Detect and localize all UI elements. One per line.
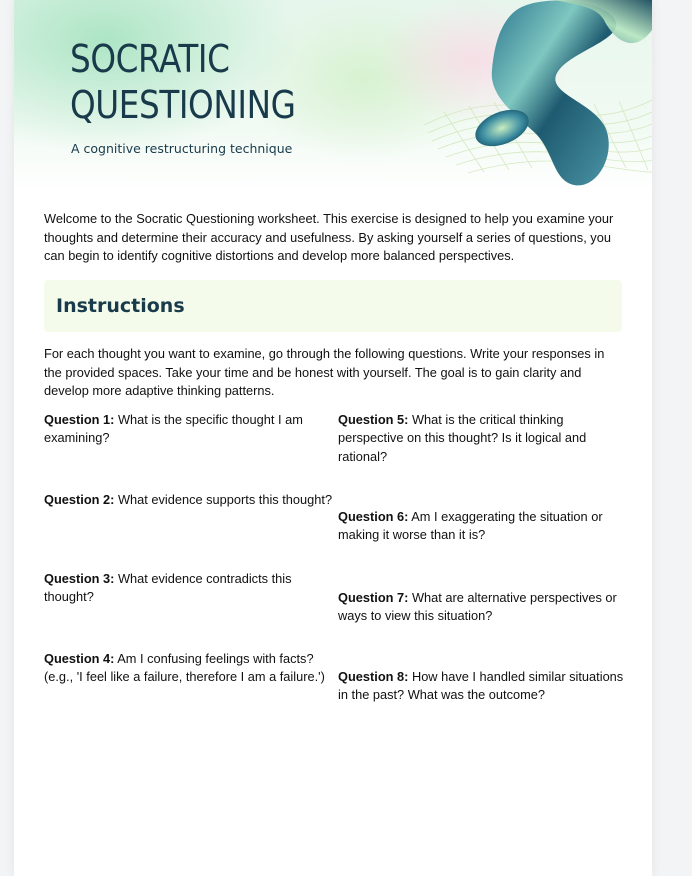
question-5 <box>338 411 630 466</box>
teal-ribbon-shape <box>492 1 617 186</box>
question-5-text: What is the critical thinking perspective on this thought? Is it logical and rational? <box>338 412 587 464</box>
question-8-text: How have I handled similar situations in the past? What was the outcome? <box>338 669 624 703</box>
instructions-heading: Instructions <box>56 295 185 317</box>
question-5-label: Question 5: <box>338 412 409 427</box>
question-1-text: What is the specific thought I am examining? <box>44 412 303 446</box>
question-7-text: What are alternative perspectives or ways to view this situation? <box>338 590 617 624</box>
page-subtitle: A cognitive restructuring technique <box>71 141 293 156</box>
question-1 <box>44 411 338 448</box>
intro-paragraph: Welcome to the Socratic Questioning worksheet. This exercise is designed to help you examine your thoughts and determine their accuracy and usefulness. By asking yourself a series of questions, you can begin to identify cognitive distortions and develop more balanced perspectives. <box>44 211 614 263</box>
question-3-text: What evidence contradicts this thought? <box>44 571 292 605</box>
instructions-text: For each thought you want to examine, go through the following questions. Write your responses in the provided spaces. Take your time and be honest with yourself. The goal is to gain clarity and develop more adaptive thinking patterns. <box>44 346 605 398</box>
question-7-label: Question 7: <box>338 590 409 605</box>
question-1-label: Question 1: <box>44 412 115 427</box>
question-3-label: Question 3: <box>44 571 115 586</box>
header-banner <box>14 0 652 192</box>
instructions-section <box>44 280 622 332</box>
question-6-text: Am I exaggerating the situation or making it worse than it is? <box>338 509 603 543</box>
title-line-2: QUESTIONING <box>70 83 296 127</box>
question-4-text: Am I confusing feelings with facts? (e.g., 'I feel like a failure, therefore I am a failure.') <box>44 651 325 685</box>
question-6-label: Question 6: <box>338 509 409 524</box>
page-title <box>70 36 295 128</box>
question-8-label: Question 8: <box>338 669 409 684</box>
worksheet-page <box>14 0 652 876</box>
question-8 <box>338 668 630 705</box>
title-line-1: SOCRATIC <box>70 37 230 81</box>
question-7 <box>338 589 630 626</box>
question-2-text: What evidence supports this thought? <box>114 492 333 507</box>
question-6 <box>338 508 630 545</box>
question-4-label: Question 4: <box>44 651 115 666</box>
question-2-label: Question 2: <box>44 492 115 507</box>
question-4 <box>44 650 338 687</box>
question-3 <box>44 570 338 607</box>
question-2 <box>44 491 338 509</box>
